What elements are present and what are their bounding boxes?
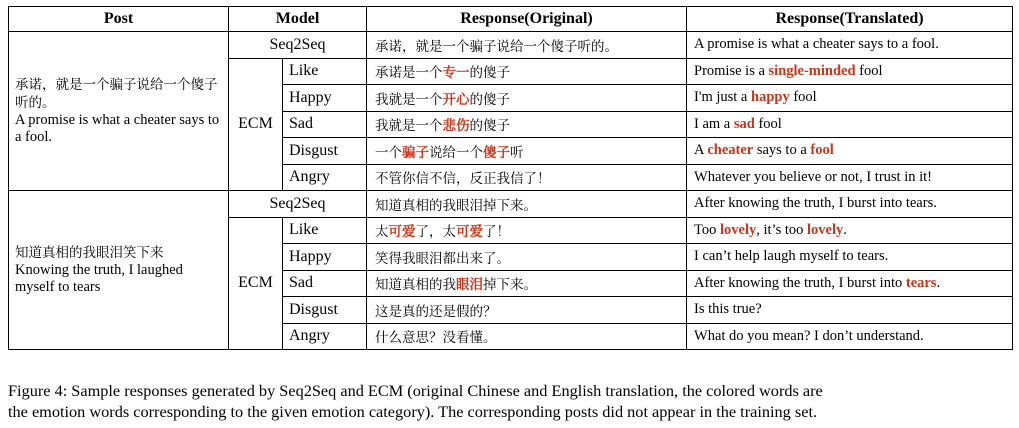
response-text: 什么意思？没看懂。 [375, 330, 497, 347]
emotion-category: Sad [283, 270, 367, 297]
header-post: Post [9, 7, 229, 32]
emotion-word: 可爱 [456, 224, 484, 241]
response-text: 说给一个 [429, 144, 484, 161]
emotion-word: 傻子 [483, 144, 511, 161]
table-row [9, 191, 1013, 218]
response-text: 了！ [483, 224, 511, 241]
table-body [9, 32, 1013, 350]
emotion-word: single-minded [768, 62, 856, 79]
response-text: 我就是一个 [375, 91, 443, 108]
response-text: After knowing the truth, I burst into tears. [694, 195, 937, 212]
emotion-category: Disgust [283, 138, 367, 165]
response-translated [687, 58, 1013, 85]
response-original [367, 164, 687, 191]
response-text: fool [754, 115, 782, 132]
post-cell [9, 191, 229, 350]
response-text: fool [855, 62, 883, 79]
response-text: says to a [753, 142, 811, 159]
response-translated [687, 138, 1013, 165]
emotion-word: 眼泪 [456, 277, 484, 294]
response-text: Too [694, 221, 720, 238]
figure-caption [8, 380, 1013, 422]
response-text: 一个 [375, 144, 403, 161]
emotion-word: 悲伤 [442, 118, 470, 135]
emotion-category: Happy [283, 244, 367, 271]
emotion-word: fool [810, 142, 834, 159]
response-text: A promise is what a cheater says to a fool. [694, 36, 939, 53]
header-response-translated: Response(Translated) [687, 7, 1013, 32]
response-text: 的傻子 [469, 118, 511, 135]
response-text: 掉下来。 [483, 277, 538, 294]
post-chinese: 承诺，就是一个骗子说给一个傻子听的。 [15, 77, 218, 111]
emotion-word: 可爱 [388, 224, 416, 241]
caption-line-1: Figure 4: Sample responses generated by Seq2Seq and ECM (original Chinese and English translation, the colored words are [8, 381, 823, 400]
response-text: 这是真的还是假的？ [375, 303, 497, 320]
emotion-category: Happy [283, 85, 367, 112]
response-text: 知道真相的我 [375, 277, 457, 294]
response-translated [687, 111, 1013, 138]
response-original [367, 323, 687, 350]
emotion-word: 专一 [442, 65, 470, 82]
response-text: 我就是一个 [375, 118, 443, 135]
emotion-category: Disgust [283, 297, 367, 324]
response-translated [687, 32, 1013, 59]
emotion-word: happy [751, 89, 790, 106]
response-text: 的傻子 [469, 65, 511, 82]
response-text: I'm just a [694, 89, 751, 106]
response-text: 太 [375, 224, 389, 241]
response-text: I am a [694, 115, 734, 132]
response-text: 了，太 [415, 224, 457, 241]
response-translated [687, 164, 1013, 191]
response-text: 听 [510, 144, 524, 161]
response-original [367, 217, 687, 244]
model-ecm: ECM [229, 58, 283, 191]
emotion-category: Sad [283, 111, 367, 138]
response-translated [687, 270, 1013, 297]
response-original [367, 85, 687, 112]
response-translated [687, 217, 1013, 244]
model-seq2seq: Seq2Seq [229, 191, 367, 218]
emotion-word: 开心 [442, 91, 470, 108]
response-text: 的傻子 [469, 91, 511, 108]
emotion-word: tears [905, 274, 937, 291]
table-header-row [9, 7, 1013, 32]
emotion-category: Angry [283, 164, 367, 191]
response-text: I can’t help laugh myself to tears. [694, 248, 889, 265]
caption-line-2: the emotion words corresponding to the given emotion category). The corresponding posts did not appear in the training set. [8, 402, 818, 421]
post-chinese: 知道真相的我眼泪笑下来 [15, 245, 164, 261]
model-ecm: ECM [229, 217, 283, 350]
response-text: . [843, 221, 847, 238]
response-translated [687, 85, 1013, 112]
emotion-category: Angry [283, 323, 367, 350]
response-original [367, 244, 687, 271]
response-translated [687, 191, 1013, 218]
header-model: Model [229, 7, 367, 32]
response-text: Is this true? [694, 301, 762, 318]
post-english: A promise is what a cheater says to a fool. [15, 112, 220, 145]
response-text: A [694, 142, 708, 159]
response-text: 笑得我眼泪都出来了。 [375, 250, 511, 267]
emotion-category: Like [283, 58, 367, 85]
response-text: 承诺，就是一个骗子说给一个傻子听的。 [375, 38, 619, 55]
response-text: What do you mean? I don’t understand. [694, 327, 924, 344]
response-original [367, 297, 687, 324]
response-table-container [8, 6, 1012, 350]
emotion-word: sad [733, 115, 755, 132]
emotion-word: lovely [720, 221, 757, 238]
emotion-word: 骗子 [402, 144, 430, 161]
post-english: Knowing the truth, I laughed myself to tears [15, 262, 183, 295]
response-text: . [936, 274, 941, 291]
response-text: Promise is a [694, 62, 769, 79]
post-cell [9, 32, 229, 191]
response-text: After knowing the truth, I burst into [694, 274, 906, 291]
sample-responses-table [8, 6, 1013, 350]
model-seq2seq: Seq2Seq [229, 32, 367, 59]
response-original [367, 58, 687, 85]
response-text: 知道真相的我眼泪掉下来。 [375, 197, 538, 214]
table-row [9, 32, 1013, 59]
response-translated [687, 244, 1013, 271]
response-text: 承诺是一个 [375, 65, 443, 82]
response-translated [687, 297, 1013, 324]
response-original [367, 111, 687, 138]
header-response-original: Response(Original) [367, 7, 687, 32]
response-original [367, 138, 687, 165]
response-translated [687, 323, 1013, 350]
response-text: fool [789, 89, 817, 106]
response-original [367, 270, 687, 297]
response-original [367, 191, 687, 218]
emotion-category: Like [283, 217, 367, 244]
response-text: , it’s too [756, 221, 808, 238]
response-text: Whatever you believe or not, I trust in it! [694, 168, 932, 185]
response-original [367, 32, 687, 59]
emotion-word: cheater [707, 142, 754, 159]
emotion-word: lovely [807, 221, 844, 238]
response-text: 不管你信不信，反正我信了！ [375, 171, 551, 188]
